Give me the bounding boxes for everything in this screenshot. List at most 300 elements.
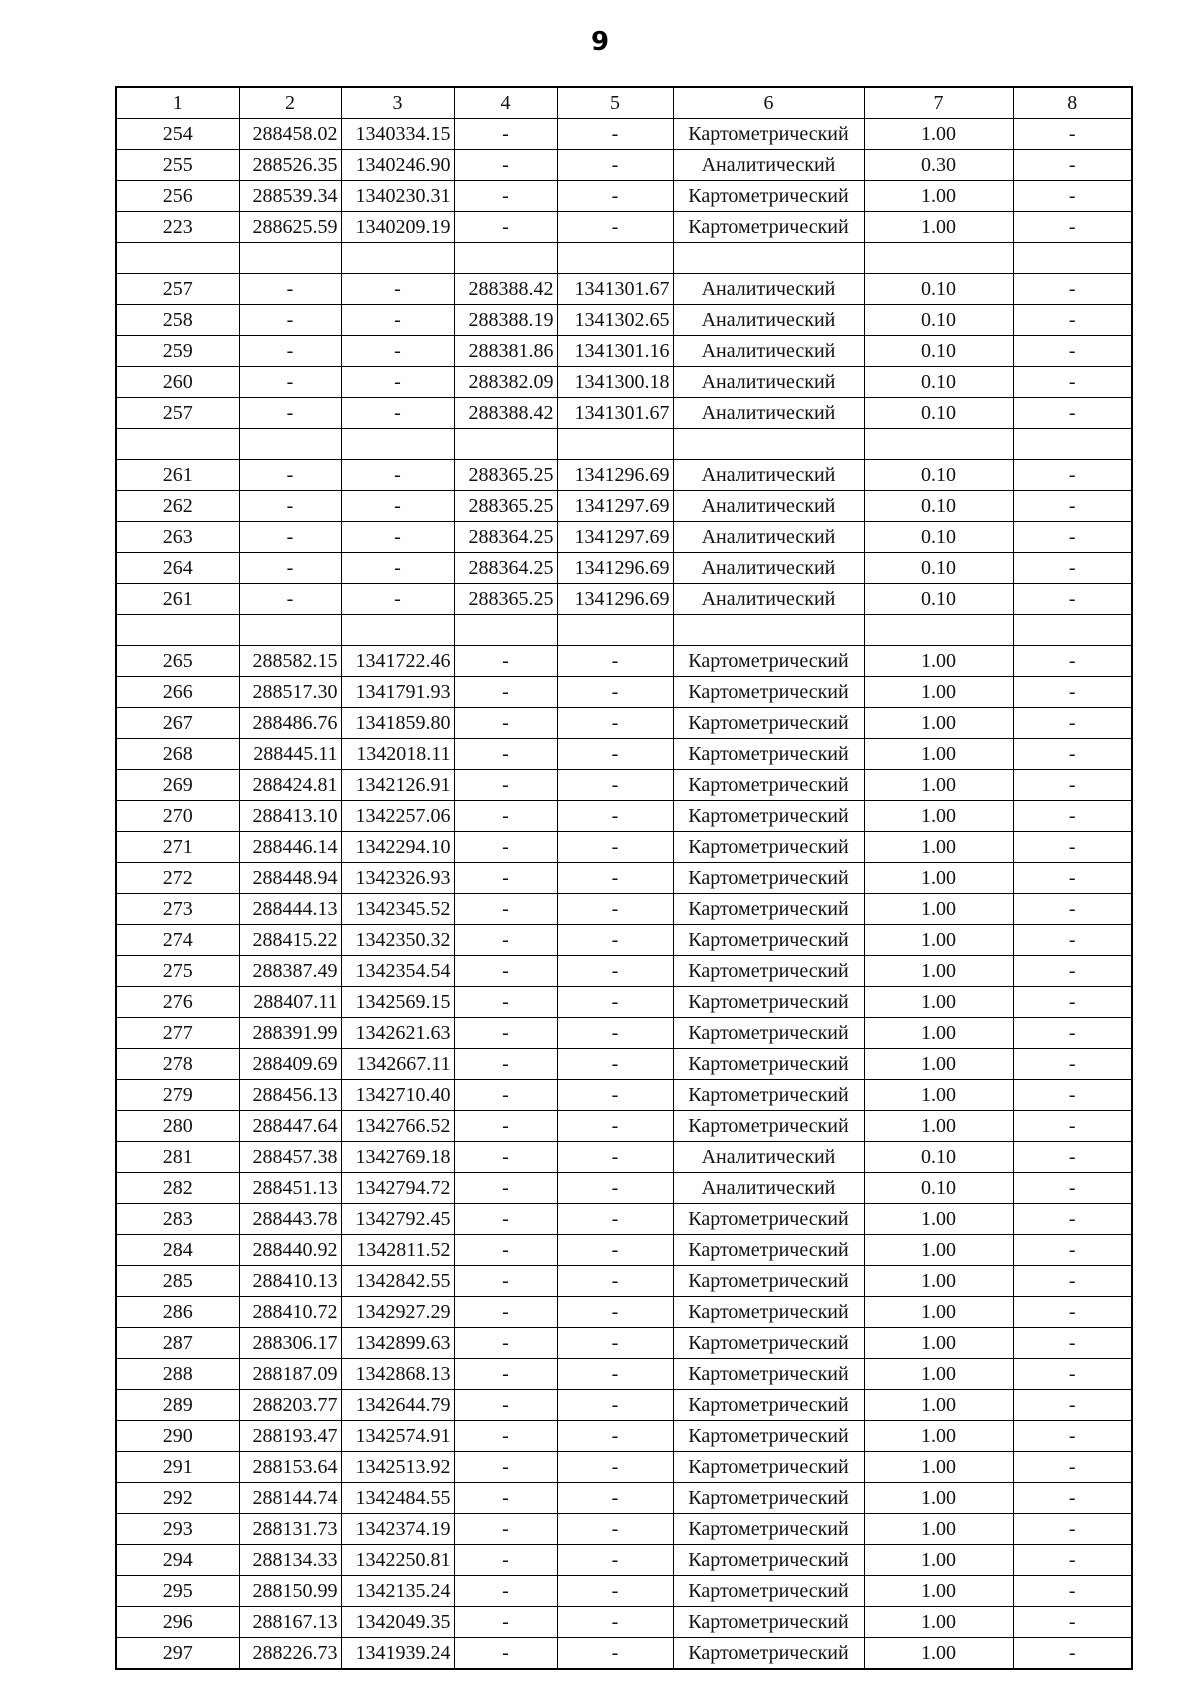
coord-y-new-cell: - [557,832,673,863]
coord-x-existing-cell: 288407.11 [239,987,341,1018]
coord-y-existing-cell: 1342842.55 [341,1266,454,1297]
coord-y-existing-cell [341,615,454,646]
coord-y-existing-cell: 1342569.15 [341,987,454,1018]
table-row [116,956,1132,987]
coord-x-existing-cell: 288226.73 [239,1638,341,1670]
coord-y-existing-cell [341,429,454,460]
point-number-cell: 275 [116,956,239,987]
accuracy-cell: 1.00 [864,1080,1013,1111]
coord-x-existing-cell: 288134.33 [239,1545,341,1576]
coord-x-existing-cell: 288391.99 [239,1018,341,1049]
point-number-cell [116,243,239,274]
point-number-cell: 297 [116,1638,239,1670]
method-cell: Картометрический [673,739,864,770]
table-row [116,305,1132,336]
coord-y-new-cell: - [557,1297,673,1328]
coord-x-new-cell: - [454,1421,557,1452]
note-cell: - [1013,956,1132,987]
table-row [116,1607,1132,1638]
coord-y-new-cell: - [557,1607,673,1638]
note-cell: - [1013,832,1132,863]
coord-y-new-cell: - [557,956,673,987]
coord-x-new-cell: 288365.25 [454,584,557,615]
column-header: 2 [239,87,341,119]
coord-x-new-cell [454,429,557,460]
accuracy-cell: 1.00 [864,646,1013,677]
point-number-cell: 291 [116,1452,239,1483]
coord-y-existing-cell: 1342621.63 [341,1018,454,1049]
point-number-cell: 294 [116,1545,239,1576]
point-number-cell: 282 [116,1173,239,1204]
point-number-cell [116,429,239,460]
accuracy-cell [864,429,1013,460]
coord-x-existing-cell: 288486.76 [239,708,341,739]
coord-y-existing-cell: 1342354.54 [341,956,454,987]
coord-y-existing-cell: 1342049.35 [341,1607,454,1638]
coord-y-new-cell: - [557,150,673,181]
coord-y-existing-cell: 1341939.24 [341,1638,454,1670]
accuracy-cell: 1.00 [864,708,1013,739]
point-number-cell: 277 [116,1018,239,1049]
method-cell: Картометрический [673,181,864,212]
coord-y-new-cell: - [557,212,673,243]
method-cell: Картометрический [673,1638,864,1670]
point-number-cell: 296 [116,1607,239,1638]
table-row [116,770,1132,801]
coord-x-existing-cell: 288625.59 [239,212,341,243]
accuracy-cell: 1.00 [864,1607,1013,1638]
table-row [116,1638,1132,1670]
point-number-cell: 270 [116,801,239,832]
coord-x-existing-cell: - [239,274,341,305]
note-cell: - [1013,336,1132,367]
coord-y-existing-cell: 1342294.10 [341,832,454,863]
coord-y-existing-cell: 1342868.13 [341,1359,454,1390]
method-cell: Картометрический [673,956,864,987]
coord-y-new-cell: - [557,987,673,1018]
coord-x-existing-cell: 288193.47 [239,1421,341,1452]
table-row [116,1576,1132,1607]
coord-x-existing-cell: 288582.15 [239,646,341,677]
point-number-cell: 263 [116,522,239,553]
table-row [116,677,1132,708]
coord-x-existing-cell: 288445.11 [239,739,341,770]
coord-x-new-cell: - [454,181,557,212]
note-cell: - [1013,460,1132,491]
coord-x-existing-cell: - [239,584,341,615]
coord-y-new-cell: 1341301.16 [557,336,673,367]
coord-y-existing-cell [341,243,454,274]
coord-y-new-cell: 1341297.69 [557,491,673,522]
coord-x-existing-cell: 288448.94 [239,863,341,894]
coord-x-new-cell: - [454,1173,557,1204]
accuracy-cell: 1.00 [864,1545,1013,1576]
point-number-cell: 271 [116,832,239,863]
method-cell: Картометрический [673,1204,864,1235]
coord-y-existing-cell: - [341,398,454,429]
point-number-cell: 255 [116,150,239,181]
column-header: 3 [341,87,454,119]
accuracy-cell: 1.00 [864,212,1013,243]
coord-x-new-cell: - [454,1049,557,1080]
note-cell: - [1013,708,1132,739]
table-row [116,1142,1132,1173]
coord-y-new-cell: - [557,119,673,150]
coord-x-existing-cell: 288413.10 [239,801,341,832]
note-cell: - [1013,987,1132,1018]
coord-y-new-cell: - [557,770,673,801]
coord-x-new-cell: - [454,894,557,925]
point-number-cell: 288 [116,1359,239,1390]
table-row [116,1080,1132,1111]
accuracy-cell: 0.10 [864,491,1013,522]
coord-x-existing-cell: 288456.13 [239,1080,341,1111]
accuracy-cell: 0.10 [864,460,1013,491]
method-cell [673,243,864,274]
table-row [116,1266,1132,1297]
accuracy-cell: 0.10 [864,584,1013,615]
coord-x-existing-cell: 288440.92 [239,1235,341,1266]
coord-y-new-cell: - [557,1204,673,1235]
table-row [116,1390,1132,1421]
coord-x-existing-cell: 288187.09 [239,1359,341,1390]
coord-x-existing-cell [239,429,341,460]
coord-y-new-cell: - [557,1421,673,1452]
point-number-cell: 256 [116,181,239,212]
method-cell: Картометрический [673,770,864,801]
coord-x-existing-cell: 288409.69 [239,1049,341,1080]
coord-y-new-cell: - [557,181,673,212]
table-row [116,708,1132,739]
column-header: 1 [116,87,239,119]
accuracy-cell: 1.00 [864,1421,1013,1452]
table-row [116,367,1132,398]
coord-x-existing-cell [239,243,341,274]
coord-y-existing-cell: 1342126.91 [341,770,454,801]
note-cell: - [1013,1359,1132,1390]
note-cell: - [1013,925,1132,956]
coord-x-new-cell: 288381.86 [454,336,557,367]
method-cell: Картометрический [673,801,864,832]
coord-x-existing-cell: - [239,491,341,522]
table-row [116,1421,1132,1452]
coord-x-existing-cell: - [239,398,341,429]
accuracy-cell: 1.00 [864,1452,1013,1483]
method-cell: Картометрический [673,1018,864,1049]
table-row [116,1297,1132,1328]
note-cell: - [1013,367,1132,398]
table-row [116,1204,1132,1235]
coord-y-new-cell: - [557,677,673,708]
coord-y-existing-cell: 1342811.52 [341,1235,454,1266]
table-row [116,863,1132,894]
coord-x-existing-cell [239,615,341,646]
coord-y-existing-cell: - [341,274,454,305]
accuracy-cell: 1.00 [864,1111,1013,1142]
method-cell: Картометрический [673,1328,864,1359]
point-number-cell: 287 [116,1328,239,1359]
note-cell: - [1013,1514,1132,1545]
note-cell [1013,615,1132,646]
method-cell: Картометрический [673,1359,864,1390]
accuracy-cell: 1.00 [864,1514,1013,1545]
point-number-cell: 265 [116,646,239,677]
coord-y-new-cell [557,615,673,646]
method-cell: Картометрический [673,1576,864,1607]
method-cell: Картометрический [673,1049,864,1080]
coord-y-existing-cell: 1342250.81 [341,1545,454,1576]
table-row [116,491,1132,522]
method-cell: Картометрический [673,1421,864,1452]
coord-y-existing-cell: 1342326.93 [341,863,454,894]
table-row [116,150,1132,181]
method-cell: Картометрический [673,925,864,956]
note-cell: - [1013,1638,1132,1670]
method-cell: Аналитический [673,150,864,181]
note-cell: - [1013,1111,1132,1142]
coord-x-new-cell: - [454,1080,557,1111]
coord-y-existing-cell: 1342257.06 [341,801,454,832]
header-row [116,87,1132,119]
point-number-cell: 266 [116,677,239,708]
coord-x-new-cell: - [454,1018,557,1049]
coord-y-new-cell: 1341297.69 [557,522,673,553]
accuracy-cell: 1.00 [864,1359,1013,1390]
coord-y-existing-cell: 1342345.52 [341,894,454,925]
accuracy-cell: 0.10 [864,1173,1013,1204]
coord-x-existing-cell: - [239,336,341,367]
coord-y-existing-cell: 1342766.52 [341,1111,454,1142]
coord-x-new-cell: - [454,832,557,863]
point-number-cell: 295 [116,1576,239,1607]
coord-x-existing-cell: 288451.13 [239,1173,341,1204]
method-cell: Аналитический [673,1142,864,1173]
point-number-cell: 272 [116,863,239,894]
coord-y-existing-cell: 1342927.29 [341,1297,454,1328]
coord-y-existing-cell: - [341,305,454,336]
coord-x-new-cell: - [454,1452,557,1483]
coord-y-new-cell: 1341302.65 [557,305,673,336]
coord-y-existing-cell: - [341,553,454,584]
coord-y-new-cell: - [557,1142,673,1173]
note-cell: - [1013,1080,1132,1111]
coord-y-new-cell: - [557,1390,673,1421]
coord-x-new-cell: - [454,1514,557,1545]
coord-x-new-cell: - [454,770,557,801]
coord-x-existing-cell: 288424.81 [239,770,341,801]
coord-x-existing-cell: - [239,553,341,584]
method-cell: Аналитический [673,522,864,553]
coord-y-new-cell: 1341296.69 [557,553,673,584]
method-cell: Аналитический [673,584,864,615]
coord-y-existing-cell: 1342899.63 [341,1328,454,1359]
coord-x-new-cell: - [454,1576,557,1607]
note-cell: - [1013,1142,1132,1173]
coord-x-new-cell: - [454,739,557,770]
note-cell: - [1013,1390,1132,1421]
method-cell: Картометрический [673,894,864,925]
accuracy-cell: 1.00 [864,1204,1013,1235]
point-number-cell: 261 [116,584,239,615]
point-number-cell [116,615,239,646]
accuracy-cell: 1.00 [864,1018,1013,1049]
column-header: 4 [454,87,557,119]
coord-y-existing-cell: - [341,522,454,553]
coord-x-new-cell: - [454,1638,557,1670]
table-row [116,336,1132,367]
coord-x-new-cell: - [454,987,557,1018]
coord-x-existing-cell: 288203.77 [239,1390,341,1421]
coord-y-new-cell: 1341300.18 [557,367,673,398]
coord-y-new-cell: - [557,1266,673,1297]
note-cell: - [1013,584,1132,615]
note-cell: - [1013,274,1132,305]
accuracy-cell: 1.00 [864,739,1013,770]
method-cell: Картометрический [673,1297,864,1328]
coord-y-new-cell: - [557,739,673,770]
table-row [116,274,1132,305]
coord-y-new-cell: - [557,1545,673,1576]
accuracy-cell: 1.00 [864,119,1013,150]
method-cell: Аналитический [673,336,864,367]
coord-y-new-cell: 1341301.67 [557,398,673,429]
table-row [116,584,1132,615]
point-number-cell: 286 [116,1297,239,1328]
coord-x-new-cell: - [454,1297,557,1328]
coord-y-existing-cell: 1340246.90 [341,150,454,181]
coord-y-new-cell: - [557,646,673,677]
method-cell: Картометрический [673,119,864,150]
method-cell: Аналитический [673,553,864,584]
table-row [116,1483,1132,1514]
method-cell: Картометрический [673,646,864,677]
note-cell: - [1013,677,1132,708]
accuracy-cell: 0.10 [864,553,1013,584]
coord-y-existing-cell: - [341,584,454,615]
coord-x-new-cell: 288388.42 [454,274,557,305]
accuracy-cell: 1.00 [864,832,1013,863]
point-number-cell: 283 [116,1204,239,1235]
point-number-cell: 260 [116,367,239,398]
separator-row [116,243,1132,274]
coord-x-new-cell: 288364.25 [454,553,557,584]
note-cell: - [1013,1576,1132,1607]
coord-x-existing-cell: 288153.64 [239,1452,341,1483]
point-number-cell: 258 [116,305,239,336]
coord-x-new-cell: - [454,150,557,181]
table-row [116,801,1132,832]
point-number-cell: 269 [116,770,239,801]
coord-x-existing-cell: 288446.14 [239,832,341,863]
accuracy-cell: 1.00 [864,894,1013,925]
coord-y-new-cell: - [557,863,673,894]
method-cell: Картометрический [673,1080,864,1111]
coord-y-existing-cell: 1341859.80 [341,708,454,739]
table-row [116,181,1132,212]
coord-x-existing-cell: 288387.49 [239,956,341,987]
note-cell: - [1013,1328,1132,1359]
table-row [116,739,1132,770]
note-cell: - [1013,553,1132,584]
coord-y-new-cell: - [557,894,673,925]
note-cell: - [1013,1049,1132,1080]
coord-y-new-cell: 1341296.69 [557,460,673,491]
method-cell: Аналитический [673,491,864,522]
method-cell: Картометрический [673,1483,864,1514]
coord-y-new-cell: - [557,1514,673,1545]
coord-y-existing-cell: - [341,460,454,491]
note-cell: - [1013,1235,1132,1266]
coord-y-new-cell: - [557,1018,673,1049]
method-cell: Картометрический [673,987,864,1018]
note-cell: - [1013,1266,1132,1297]
table-row [116,894,1132,925]
point-number-cell: 285 [116,1266,239,1297]
note-cell: - [1013,212,1132,243]
point-number-cell: 273 [116,894,239,925]
table-row [116,460,1132,491]
method-cell: Картометрический [673,863,864,894]
coord-x-new-cell: 288382.09 [454,367,557,398]
note-cell: - [1013,1545,1132,1576]
method-cell: Аналитический [673,367,864,398]
point-number-cell: 264 [116,553,239,584]
accuracy-cell: 1.00 [864,925,1013,956]
method-cell: Картометрический [673,677,864,708]
separator-row [116,615,1132,646]
table-row [116,832,1132,863]
coord-x-new-cell: 288365.25 [454,491,557,522]
note-cell: - [1013,863,1132,894]
table-row [116,646,1132,677]
coord-x-new-cell: - [454,925,557,956]
coord-y-existing-cell: 1342350.32 [341,925,454,956]
coord-y-new-cell: - [557,925,673,956]
coord-y-new-cell: - [557,1049,673,1080]
accuracy-cell: 1.00 [864,1576,1013,1607]
table-row [116,1452,1132,1483]
coord-x-existing-cell: 288306.17 [239,1328,341,1359]
point-number-cell: 267 [116,708,239,739]
table-row [116,1359,1132,1390]
coordinates-table [115,86,1133,1670]
table-row [116,522,1132,553]
method-cell [673,615,864,646]
note-cell: - [1013,801,1132,832]
coord-x-existing-cell: 288444.13 [239,894,341,925]
coord-y-existing-cell: 1342135.24 [341,1576,454,1607]
column-header: 7 [864,87,1013,119]
table-row [116,987,1132,1018]
table-row [116,1018,1132,1049]
coord-y-new-cell: - [557,1235,673,1266]
coord-x-new-cell: - [454,212,557,243]
coord-x-existing-cell: 288167.13 [239,1607,341,1638]
coord-y-new-cell: - [557,1576,673,1607]
point-number-cell: 276 [116,987,239,1018]
accuracy-cell: 1.00 [864,1049,1013,1080]
accuracy-cell: 0.10 [864,398,1013,429]
note-cell: - [1013,1607,1132,1638]
coord-x-new-cell: - [454,1359,557,1390]
coord-y-existing-cell: 1341722.46 [341,646,454,677]
coord-y-existing-cell: - [341,367,454,398]
note-cell: - [1013,181,1132,212]
table-row [116,1235,1132,1266]
column-header: 6 [673,87,864,119]
coord-y-existing-cell: 1342484.55 [341,1483,454,1514]
point-number-cell: 290 [116,1421,239,1452]
